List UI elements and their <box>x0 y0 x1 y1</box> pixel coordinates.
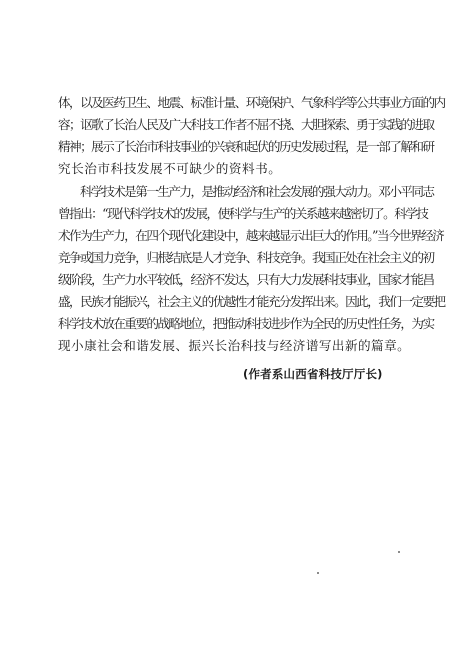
paragraph1-line-1: 体，以及医药卫生、地震、标准计量、环境保护、气象科学等公共事业方面的内 <box>58 95 445 110</box>
scan-speck <box>317 572 319 574</box>
paragraph1-line-4: 究长治市科技发展不可缺少的资料书。 <box>58 161 282 176</box>
paragraph2-line-6: 盛，民族才能振兴，社会主义的优越性才能充分发挥出来。因此，我们一定要把 <box>58 294 445 309</box>
paragraph2-line-4: 竞争或国力竞争，归根结底是人才竞争、科技竞争。我国正处在社会主义的初 <box>58 250 434 265</box>
paragraph1-line-2: 容；讴歌了长治人民及广大科技工作者不屈不挠、大胆探索、勇于实践的进取 <box>58 117 434 132</box>
paragraph2-line-8: 现小康社会和谐发展、振兴长治科技与经济谱写出新的篇章。 <box>58 338 411 353</box>
scan-speck <box>398 551 400 553</box>
paragraph2-line-3: 术作为生产力，在四个现代化建设中，越来越显示出巨大的作用。”当今世界经济 <box>58 228 444 243</box>
paragraph2-line-1: 科学技术是第一生产力，是推动经济和社会发展的强大动力。邓小平同志 <box>80 184 434 199</box>
paragraph1-line-3: 精神；展示了长治市科技事业的兴衰和起伏的历史发展过程，是一部了解和研 <box>58 139 434 154</box>
paragraph2-line-7: 科学技术放在重要的战略地位，把推动科技进步作为全民的历史性任务，为实 <box>58 316 434 331</box>
author-signature: (作者系山西省科技厅厅长) <box>243 367 383 381</box>
paragraph2-line-2: 曾指出：“现代科学技术的发展，使科学与生产的关系越来越密切了。科学技 <box>58 206 428 221</box>
paragraph2-line-5: 级阶段，生产力水平较低，经济不发达，只有大力发展科技事业，国家才能昌 <box>58 272 434 287</box>
